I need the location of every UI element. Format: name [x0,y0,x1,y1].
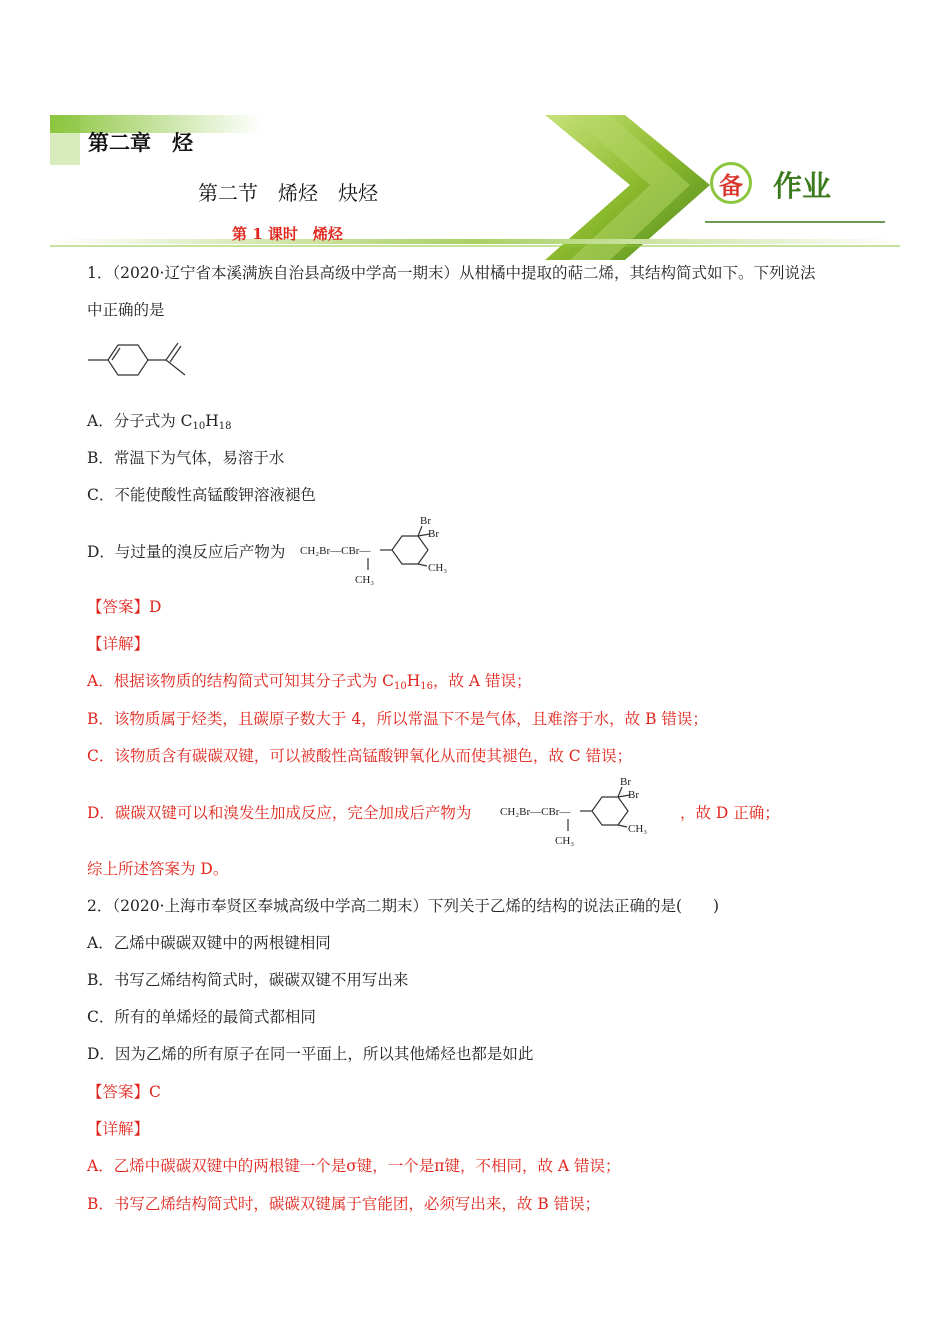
limonene-structure [88,335,188,385]
exp-product-br2: Br [628,789,639,801]
q1-option-d: D．与过量的溴反应后产物为 [87,543,286,561]
lesson-title: 第 1 课时 烯烃 [232,225,343,243]
q2-option-a: A．乙烯中碳碳双键中的两根键相同 [87,934,331,952]
q1-summary: 综上所述答案为 D。 [87,860,229,878]
exp-product-left-text: CH₂Br—CBr— [500,806,571,818]
q2-exp-a: A．乙烯中碳碳双键中的两根键一个是σ键，一个是π键，不相同，故 A 错误； [87,1157,621,1175]
q1-option-a [87,410,231,438]
exp-product-ch3-right: CH₃ [628,823,648,835]
q1-option-a-prefix: A．分子式为 C [87,412,193,430]
q1-exp-a [87,670,532,698]
q1-stem-line2: 中正确的是 [87,301,165,319]
badge-char: 备 [719,171,743,200]
q1-exp-a-sub2: 16 [420,681,433,692]
chapter-title: 第二章 烃 [88,130,193,155]
q2-answer: 【答案】C [87,1083,161,1101]
q2-option-c: C．所有的单烯烃的最简式都相同 [87,1008,316,1026]
q1-option-a-mid: H [205,412,219,430]
q2-stem: 2．（2020·上海市奉贤区奉城高级中学高二期末）下列关于乙烯的结构的说法正确的是( ) [87,897,720,915]
q1-option-a-sub2: 18 [218,421,232,432]
q2-option-d: D．因为乙烯的所有原子在同一平面上，所以其他烯烃也都是如此 [87,1045,534,1063]
q2-exp-b: B．书写乙烯结构简式时，碳碳双键属于官能团，必须写出来，故 B 错误； [87,1195,601,1213]
q1-stem-line1: 1．（2020·辽宁省本溪满族自治县高级中学高一期末）从柑橘中提取的萜二烯，其结构简式如下。下列说法 [87,264,816,282]
q1-exp-a-sub1: 10 [393,681,407,692]
product-structure-d [300,512,460,587]
exp-product-ch3-bottom: CH₃ [555,835,575,847]
product-ch3-bottom: CH₃ [355,574,375,586]
q1-exp-a-prefix: A．根据该物质的结构简式可知其分子式为 C [87,672,394,690]
product-ch3-right: CH₃ [428,562,448,574]
section-title: 第二节 烯烃 炔烃 [198,181,378,205]
q1-option-c: C．不能使酸性高锰酸钾溶液褪色 [87,486,316,504]
q1-exp-d-suffix: ，故 D 正确； [680,804,780,822]
product-structure-exp [500,773,660,848]
badge-text: 作业 [773,169,832,203]
q2-option-b: B．书写乙烯结构简式时，碳碳双键不用写出来 [87,971,409,989]
product-br1: Br [420,515,431,527]
q1-answer: 【答案】D [87,598,162,616]
q1-exp-a-mid: H [406,672,421,690]
q1-exp-d-prefix: D．碳碳双键可以和溴发生加成反应，完全加成后产物为 [87,804,472,822]
product-left-text: CH₂Br—CBr— [300,545,371,557]
exp-product-br1: Br [620,776,631,788]
q1-exp-c: C．该物质含有碳碳双键，可以被酸性高锰酸钾氧化从而使其褪色，故 C 错误； [87,747,633,765]
product-br2: Br [428,528,439,540]
q2-detail-label: 【详解】 [87,1120,150,1138]
q1-option-b: B．常温下为气体，易溶于水 [87,449,285,467]
q1-detail-label: 【详解】 [87,635,150,653]
q1-exp-b: B．该物质属于烃类，且碳原子数大于 4，所以常温下不是气体，且难溶于水，故 B 错误； [87,710,708,728]
q1-exp-a-suffix: ，故 A 错误； [432,672,532,690]
badge-circle [710,162,752,204]
q1-option-a-sub1: 10 [192,421,206,432]
